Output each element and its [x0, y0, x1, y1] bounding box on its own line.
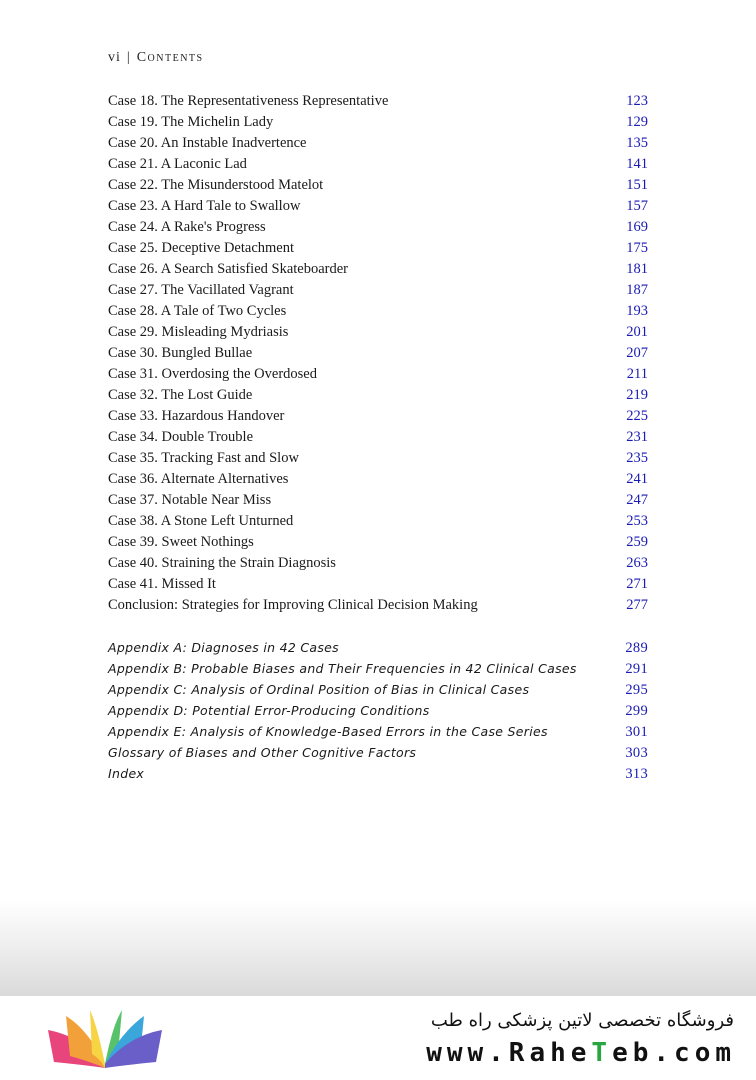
url-suffix: eb.com: [612, 1038, 736, 1068]
toc-case-entry[interactable]: [108, 91, 648, 112]
toc-appendix-entry[interactable]: [108, 679, 648, 700]
store-banner: [0, 996, 756, 1080]
toc-entry-title: Case 28. A Tale of Two Cycles: [108, 303, 287, 319]
toc-case-entry[interactable]: [108, 259, 648, 280]
toc-case-entry[interactable]: [108, 406, 648, 427]
toc-page-link[interactable]: 253: [626, 513, 648, 529]
toc-entry-title: Case 31. Overdosing the Overdosed: [108, 366, 317, 382]
toc-page-link[interactable]: 231: [626, 429, 648, 445]
toc-page-link[interactable]: 291: [625, 661, 648, 677]
toc-page-link[interactable]: 201: [626, 324, 648, 340]
toc-case-entry[interactable]: [108, 217, 648, 238]
toc-entry-title: Appendix A: Diagnoses in 42 Cases: [108, 640, 339, 655]
toc-page-link[interactable]: 175: [626, 240, 648, 256]
toc-appendix-entry[interactable]: [108, 763, 648, 784]
toc-page-link[interactable]: 169: [626, 219, 648, 235]
toc-case-entry[interactable]: [108, 511, 648, 532]
toc-page-link[interactable]: 123: [626, 93, 648, 109]
toc-entry-title: Case 39. Sweet Nothings: [108, 534, 254, 550]
toc-case-entry[interactable]: [108, 112, 648, 133]
toc-entry-title: Case 20. An Instable Inadvertence: [108, 135, 307, 151]
running-head: [108, 50, 204, 66]
toc-entry-title: Case 24. A Rake's Progress: [108, 219, 266, 235]
toc-case-entry[interactable]: [108, 322, 648, 343]
toc-page-link[interactable]: 303: [625, 745, 648, 761]
toc-case-entry[interactable]: [108, 595, 648, 616]
toc-entry-title: Case 37. Notable Near Miss: [108, 492, 272, 508]
toc-page-link[interactable]: 259: [626, 534, 648, 550]
header-title: Contents: [136, 50, 204, 65]
toc-page-link[interactable]: 193: [626, 303, 648, 319]
toc-appendices-list: [108, 637, 648, 784]
toc-page-link[interactable]: 241: [626, 471, 648, 487]
toc-page-link[interactable]: 235: [626, 450, 648, 466]
toc-entry-title: Case 29. Misleading Mydriasis: [108, 324, 289, 340]
toc-page-link[interactable]: 289: [625, 640, 648, 656]
toc-page-link[interactable]: 263: [626, 555, 648, 571]
toc-entry-title: Case 21. A Laconic Lad: [108, 156, 247, 172]
toc-case-entry[interactable]: [108, 385, 648, 406]
toc-page-link[interactable]: 141: [626, 156, 648, 172]
toc-entry-title: Case 18. The Representativeness Representative: [108, 93, 389, 109]
toc-page-link[interactable]: 219: [626, 387, 648, 403]
toc-page-link[interactable]: 295: [625, 682, 648, 698]
toc-appendix-entry[interactable]: [108, 721, 648, 742]
store-persian-name: فروشگاه تخصصی لاتین پزشکی راه طب: [430, 1010, 734, 1031]
toc-page-link[interactable]: 313: [625, 766, 648, 782]
toc-entry-title: Case 33. Hazardous Handover: [108, 408, 285, 424]
toc-entry-title: Case 32. The Lost Guide: [108, 387, 253, 403]
toc-page-link[interactable]: 181: [626, 261, 648, 277]
toc-page-link[interactable]: 225: [626, 408, 648, 424]
toc-entry-title: Case 40. Straining the Strain Diagnosis: [108, 555, 336, 571]
toc-case-entry[interactable]: [108, 196, 648, 217]
toc-case-entry[interactable]: [108, 133, 648, 154]
toc-appendix-entry[interactable]: [108, 742, 648, 763]
toc-case-entry[interactable]: [108, 427, 648, 448]
toc-case-entry[interactable]: [108, 490, 648, 511]
toc-entry-title: Appendix C: Analysis of Ordinal Position of Bias in Clinical Cases: [108, 682, 530, 697]
toc-case-entry[interactable]: [108, 364, 648, 385]
toc-entry-title: Case 22. The Misunderstood Matelot: [108, 177, 324, 193]
toc-entry-title: Case 27. The Vacillated Vagrant: [108, 282, 294, 298]
page-numeral: vi: [108, 50, 121, 65]
toc-appendix-entry[interactable]: [108, 700, 648, 721]
toc-page-link[interactable]: 247: [626, 492, 648, 508]
toc-entry-title: Case 34. Double Trouble: [108, 429, 253, 445]
toc-appendix-entry[interactable]: [108, 658, 648, 679]
toc-page-link[interactable]: 129: [626, 114, 648, 130]
url-prefix: www.Rahe: [426, 1038, 592, 1068]
toc-entry-title: Glossary of Biases and Other Cognitive Factors: [108, 745, 417, 760]
toc-page-link[interactable]: 157: [626, 198, 648, 214]
toc-case-entry[interactable]: [108, 154, 648, 175]
toc-case-entry[interactable]: [108, 175, 648, 196]
toc-page-link[interactable]: 277: [626, 597, 648, 613]
toc-case-entry[interactable]: [108, 469, 648, 490]
toc-page-link[interactable]: 299: [625, 703, 648, 719]
toc-entry-title: Case 23. A Hard Tale to Swallow: [108, 198, 301, 214]
toc-page-link[interactable]: 135: [626, 135, 648, 151]
url-accent: T: [591, 1038, 613, 1068]
open-book-logo-icon: [40, 1006, 170, 1072]
toc-entry-title: Case 36. Alternate Alternatives: [108, 471, 289, 487]
page-shadow: [0, 900, 756, 1000]
toc-entry-title: Appendix D: Potential Error-Producing Conditions: [108, 703, 430, 718]
toc-case-entry[interactable]: [108, 532, 648, 553]
toc-entry-title: Case 35. Tracking Fast and Slow: [108, 450, 299, 466]
toc-page-link[interactable]: 271: [626, 576, 648, 592]
toc-case-entry[interactable]: [108, 553, 648, 574]
toc-entry-title: Case 41. Missed It: [108, 576, 216, 592]
header-separator: |: [126, 50, 131, 65]
toc-case-entry[interactable]: [108, 280, 648, 301]
toc-entry-title: Conclusion: Strategies for Improving Clinical Decision Making: [108, 597, 478, 613]
toc-page-link[interactable]: 151: [626, 177, 648, 193]
toc-case-entry[interactable]: [108, 448, 648, 469]
toc-cases-list: [108, 91, 648, 616]
toc-entry-title: Case 19. The Michelin Lady: [108, 114, 274, 130]
toc-entry-title: Index: [108, 766, 145, 781]
toc-entry-title: Case 30. Bungled Bullae: [108, 345, 253, 361]
toc-entry-title: Case 26. A Search Satisfied Skateboarder: [108, 261, 348, 277]
toc-case-entry[interactable]: [108, 343, 648, 364]
toc-entry-title: Case 38. A Stone Left Unturned: [108, 513, 294, 529]
toc-entry-title: Appendix B: Probable Biases and Their Frequencies in 42 Clinical Cases: [108, 661, 577, 676]
toc-case-entry[interactable]: [108, 301, 648, 322]
toc-page-link[interactable]: 187: [626, 282, 648, 298]
toc-page-link[interactable]: 211: [626, 366, 648, 382]
toc-entry-title: Case 25. Deceptive Detachment: [108, 240, 295, 256]
toc-page-link[interactable]: 207: [626, 345, 648, 361]
toc-case-entry[interactable]: [108, 238, 648, 259]
toc-entry-title: Appendix E: Analysis of Knowledge-Based Errors in the Case Series: [108, 724, 548, 739]
store-url[interactable]: [426, 1038, 736, 1068]
toc-page-link[interactable]: 301: [625, 724, 648, 740]
toc-appendix-entry[interactable]: [108, 637, 648, 658]
toc-case-entry[interactable]: [108, 574, 648, 595]
